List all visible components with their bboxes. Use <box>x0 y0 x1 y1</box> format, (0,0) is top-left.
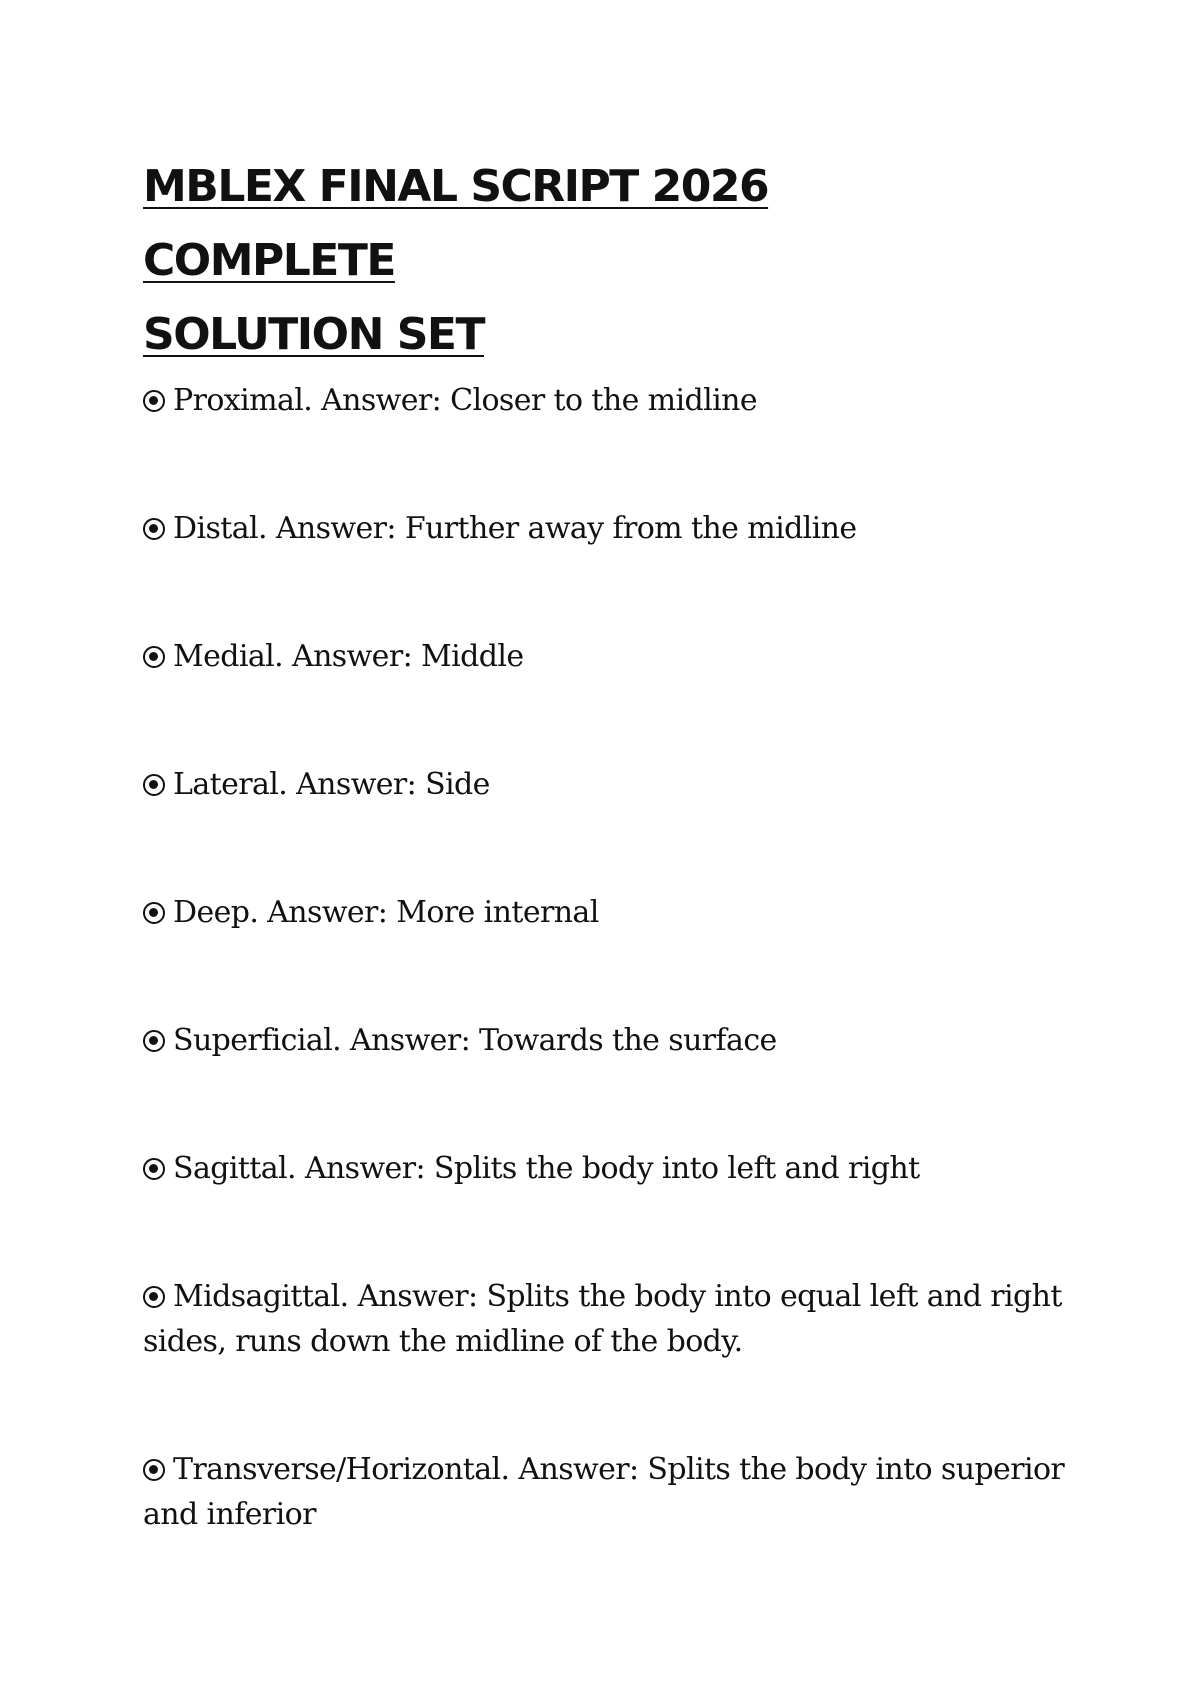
qa-item-text: Deep. Answer: More internal <box>173 895 599 930</box>
radio-bullet-icon <box>143 1030 165 1052</box>
title-line-1: MBLEX FINAL SCRIPT 2026 COMPLETE <box>143 161 769 286</box>
qa-item-text: Proximal. Answer: Closer to the midline <box>173 383 757 418</box>
radio-bullet-icon <box>143 646 165 668</box>
radio-bullet-icon <box>143 902 165 924</box>
qa-item-sagittal <box>143 1146 1083 1191</box>
qa-item-text: Lateral. Answer: Side <box>173 767 490 802</box>
qa-item-text: Transverse/Horizontal. Answer: Splits the body into superior and inferior <box>143 1452 1065 1532</box>
qa-item-midsagittal <box>143 1274 1083 1364</box>
title-line-2: SOLUTION SET <box>143 309 484 360</box>
radio-bullet-icon <box>143 1158 165 1180</box>
radio-bullet-icon <box>143 1459 165 1481</box>
radio-bullet-icon <box>143 390 165 412</box>
qa-item-lateral <box>143 762 1083 807</box>
qa-item-text: Midsagittal. Answer: Splits the body into equal left and right sides, runs down the midline of the body. <box>143 1279 1062 1359</box>
radio-bullet-icon <box>143 518 165 540</box>
qa-item-deep <box>143 890 1083 935</box>
qa-item-text: Sagittal. Answer: Splits the body into left and right <box>173 1151 920 1186</box>
qa-item-text: Medial. Answer: Middle <box>173 639 524 674</box>
qa-item-medial <box>143 634 1083 679</box>
qa-item-transverse <box>143 1447 1083 1537</box>
qa-item-text: Distal. Answer: Further away from the midline <box>173 511 857 546</box>
qa-item-superficial <box>143 1018 1083 1063</box>
page-title <box>143 150 963 372</box>
radio-bullet-icon <box>143 774 165 796</box>
radio-bullet-icon <box>143 1286 165 1308</box>
qa-item-text: Superficial. Answer: Towards the surface <box>173 1023 777 1058</box>
qa-item-distal <box>143 506 1083 551</box>
qa-item-proximal <box>143 378 1083 423</box>
